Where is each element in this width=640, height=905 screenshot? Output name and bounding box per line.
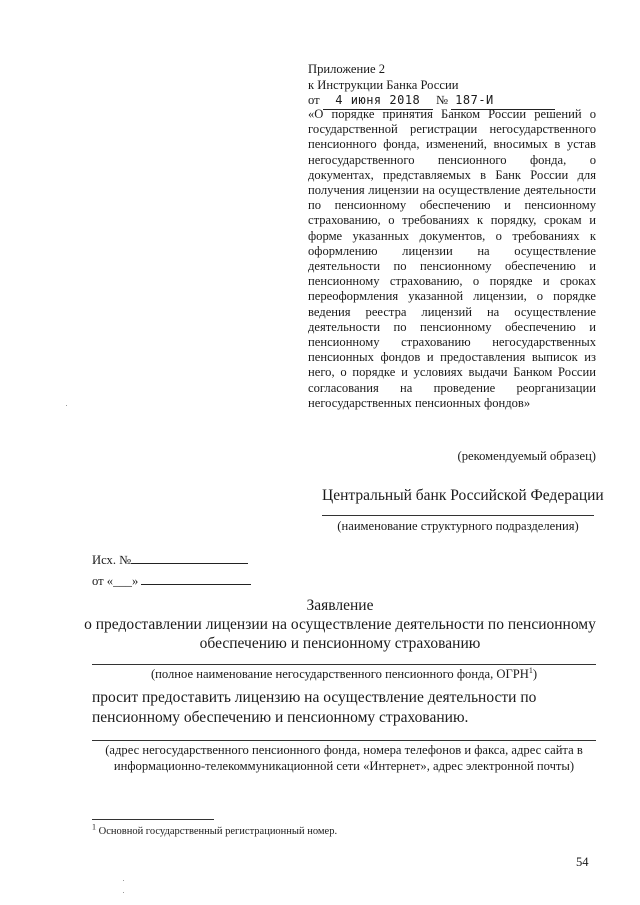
request-text: просит предоставить лицензию на осуществление деятельности по пенсионному обеспечению и пенсионному страхованию. [92,689,537,726]
date-value: 4 июня 2018 [323,93,433,110]
outgoing-date-label: от «___» [92,574,139,588]
appendix-instruction-ref: к Инструкции Банка России [308,77,459,92]
date-prefix: от [308,93,320,108]
appendix-header [308,62,555,110]
appendix-number: Приложение 2 [308,62,386,76]
fund-name-caption [92,667,596,682]
outgoing-number-row [92,549,251,570]
application-subtitle-line1: о предоставлении лицензии на осуществление деятельности по пенсионному [84,616,596,633]
outgoing-number-field [131,549,248,564]
outgoing-block [92,549,251,591]
structural-unit-caption: (наименование структурного подразделения) [337,519,579,533]
footnote-text: Основной государственный регистрационный номер. [96,826,338,837]
instruction-title: «О порядке принятия Банком России решений о государственной регистрации негосударственного пенсионного фонда, изменений, вносимых в устав негосударственного пенсионного фонда, о документах, представляемых в Банк России для получения лицензии на осуществление деятельности по пенсионному обеспечению и пенсионному страхованию, о требованиях к порядку, срокам и форме указанных документов, о требованиях к оформлению лицензии на осуществление деятельности по пенсионному обеспечению и пенсионному страхованию, о порядке и сроках переоформления указанной лицензии, о порядке ведения реестра лицензий на осуществление деятельности по пенсионному обеспечению и пенсионному страхованию негосударственных пенсионных фондов и предоставления выписок из него, о порядке и условиях выдачи Банком России согласования на проведение реорганизации негосударственных пенсионных фондов» [308,107,596,410]
addressee-bank-name: Центральный банк Российской Федерации [322,487,604,504]
number-value: 187-И [451,93,555,110]
application-subtitle-line2: обеспечению и пенсионному страхованию [199,635,481,652]
address-caption-line2: информационно-телекоммуникационной сети «Интернет», адрес электронной почты) [113,759,575,773]
outgoing-date-field [141,570,251,585]
fund-caption-close: ) [532,667,538,681]
address-line [92,740,596,741]
structural-unit-line [322,515,594,516]
footnote-separator [92,819,214,820]
page-number: 54 [576,855,589,869]
fund-caption-text: (полное наименование негосударственного пенсионного фонда, ОГРН [150,667,529,681]
application-title: Заявление [306,597,374,614]
scan-speck [123,880,124,881]
footnote-mark: 1 [92,822,96,832]
recommended-sample-note: (рекомендуемый образец) [457,449,596,463]
number-prefix: № [435,93,448,108]
footnote-ref: 1 [528,665,533,675]
scan-speck [123,892,124,893]
outgoing-number-label: Исх. № [92,553,132,567]
outgoing-date-row [92,570,251,591]
fund-name-line [92,664,596,665]
address-caption-line1: (адрес негосударственного пенсионного фонда, номера телефонов и факса, адрес сайта в [105,743,583,757]
footnote [92,822,338,837]
scan-speck [66,405,67,406]
